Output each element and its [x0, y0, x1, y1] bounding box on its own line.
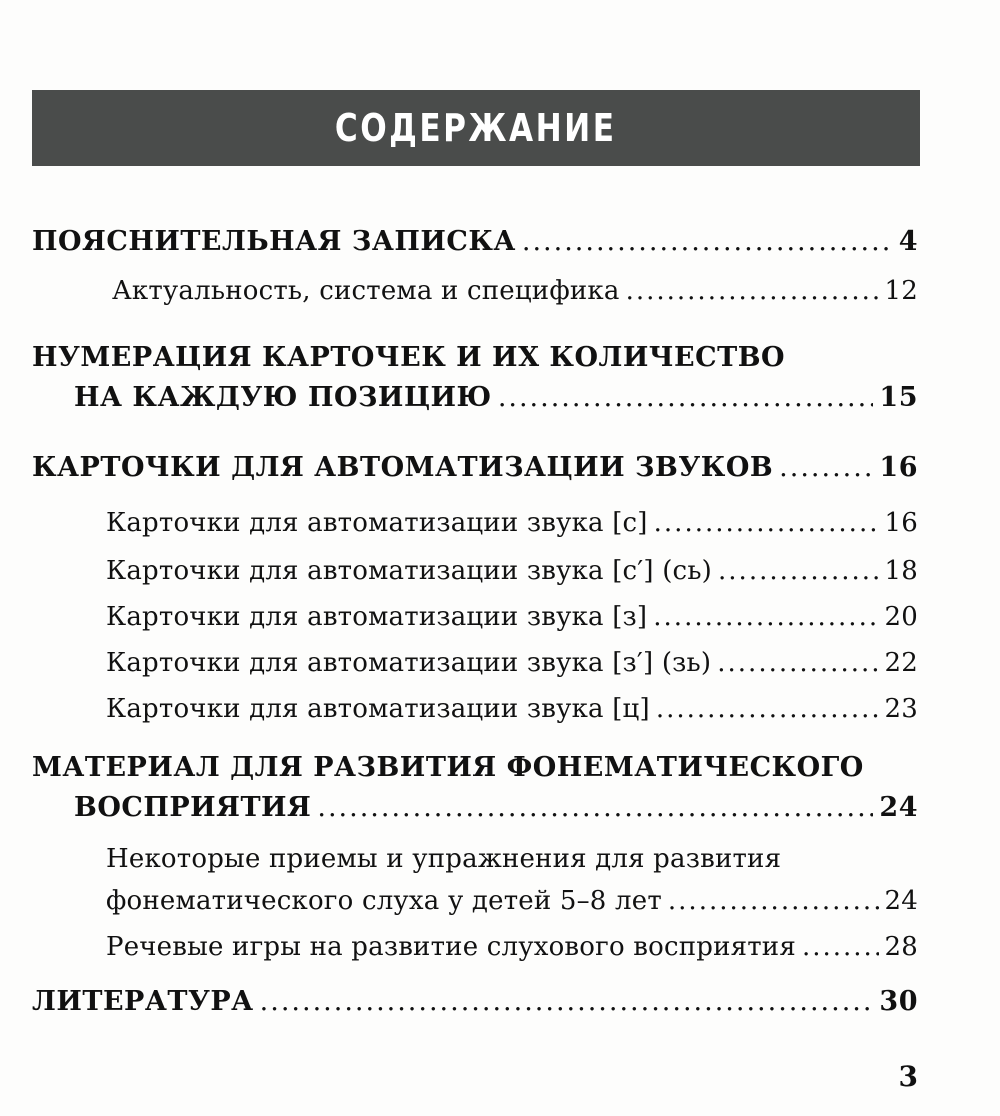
toc-entry-card-numbering — [74, 382, 918, 413]
page-title: СОДЕРЖАНИЕ — [335, 106, 617, 150]
toc-subentry-techniques-line1: Некоторые приемы и упражнения для развития — [106, 844, 782, 874]
toc-entry-title: Актуальность, система и специфика — [112, 276, 620, 306]
toc-page-number: 16 — [879, 452, 918, 483]
toc-subentry-techniques — [106, 886, 918, 916]
toc-entry-title: Карточки для автоматизации звука [з′] (зь) — [106, 648, 712, 678]
toc-page-number: 24 — [884, 886, 918, 916]
toc-subentry-sound-s-soft — [106, 556, 918, 586]
toc-entry-title: ПОЯСНИТЕЛЬНАЯ ЗАПИСКА — [32, 226, 516, 257]
toc-page-number: 22 — [884, 648, 918, 678]
toc-entry-title: ЛИТЕРАТУРА — [32, 986, 254, 1017]
toc-page-number: 24 — [879, 792, 918, 823]
dot-leader — [654, 508, 879, 538]
dot-leader — [653, 602, 878, 632]
toc-entry-phonemic-material-line1: МАТЕРИАЛ ДЛЯ РАЗВИТИЯ ФОНЕМАТИЧЕСКОГО — [32, 752, 864, 783]
toc-page-number: 20 — [884, 602, 918, 632]
toc-subentry-sound-z-soft — [106, 648, 918, 678]
toc-entry-title: Карточки для автоматизации звука [ц] — [106, 694, 650, 724]
toc-entry-title: Карточки для автоматизации звука [с′] (сь) — [106, 556, 713, 586]
title-banner — [32, 90, 920, 166]
dot-leader — [718, 556, 878, 586]
dot-leader — [779, 452, 873, 483]
dot-leader — [626, 276, 879, 306]
toc-entry-title: Карточки для автоматизации звука [с] — [106, 508, 648, 538]
toc-entry-explanatory-note — [32, 226, 918, 257]
toc-page-number: 12 — [884, 276, 918, 306]
toc-entry-card-numbering-line1: НУМЕРАЦИЯ КАРТОЧЕК И ИХ КОЛИЧЕСТВО — [32, 342, 786, 373]
toc-entry-sound-automation-cards — [32, 452, 918, 483]
dot-leader — [668, 886, 879, 916]
toc-entry-title: Карточки для автоматизации звука [з] — [106, 602, 648, 632]
dot-leader — [317, 792, 873, 823]
dot-leader — [656, 694, 879, 724]
toc-subentry-sound-ts — [106, 694, 918, 724]
toc-subentry-speech-games — [106, 932, 918, 962]
toc-page-number: 28 — [884, 932, 918, 962]
toc-subentry-sound-z — [106, 602, 918, 632]
dot-leader — [717, 648, 878, 678]
dot-leader — [802, 932, 879, 962]
page-number: 3 — [898, 1060, 918, 1093]
dot-leader — [498, 382, 874, 413]
toc-entry-title: КАРТОЧКИ ДЛЯ АВТОМАТИЗАЦИИ ЗВУКОВ — [32, 452, 774, 483]
toc-page-number: 18 — [884, 556, 918, 586]
toc-page-number: 15 — [879, 382, 918, 413]
toc-entry-literature — [32, 986, 918, 1017]
toc-subentry-sound-s — [106, 508, 918, 538]
toc-page-number: 16 — [884, 508, 918, 538]
dot-leader — [522, 226, 893, 257]
toc-entry-phonemic-material — [74, 792, 918, 823]
toc-entry-title: Речевые игры на развитие слухового восприятия — [106, 932, 796, 962]
toc-page-number: 4 — [898, 226, 918, 257]
toc-page-number: 30 — [879, 986, 918, 1017]
toc-subentry-relevance — [112, 276, 918, 306]
dot-leader — [260, 986, 874, 1017]
toc-entry-title: НА КАЖДУЮ ПОЗИЦИЮ — [74, 382, 492, 413]
toc-entry-title: ВОСПРИЯТИЯ — [74, 792, 312, 823]
toc-page-number: 23 — [884, 694, 918, 724]
toc-entry-title: фонематического слуха у детей 5–8 лет — [106, 886, 662, 916]
